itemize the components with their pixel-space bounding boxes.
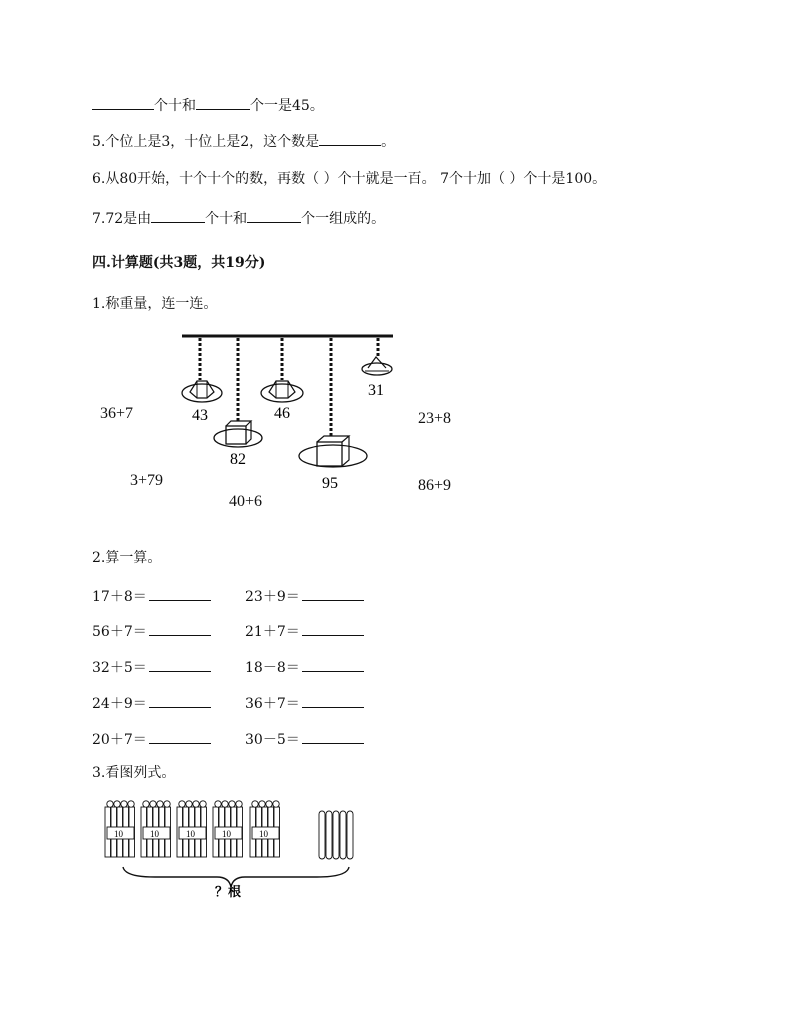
stick-top	[229, 801, 235, 807]
bundle-of-ten	[105, 801, 135, 857]
q7-text-2: 个十和	[205, 211, 248, 227]
loose-stick	[333, 811, 339, 859]
calc-item: 18－8＝	[245, 657, 364, 677]
weight-82	[214, 421, 262, 447]
q5-text: 5.个位上是3，十位上是2，这个数是	[92, 134, 320, 150]
stick-top	[121, 801, 127, 807]
calc-item: 32＋5＝	[92, 657, 211, 677]
stick-top	[222, 801, 228, 807]
weight-label: 43	[192, 407, 208, 424]
weight-31	[362, 357, 392, 375]
calc-item: 24＋9＝	[92, 693, 211, 713]
calc-item: 30－5＝	[245, 729, 364, 749]
bundle-label: 10	[150, 829, 159, 839]
answer-blank[interactable]	[302, 729, 364, 744]
answer-blank[interactable]	[302, 621, 364, 636]
calc-item: 56＋7＝	[92, 621, 211, 641]
calc-item: 36＋7＝	[245, 693, 364, 713]
q4-text-1: 个十和	[154, 98, 196, 114]
answer-blank[interactable]	[149, 693, 211, 708]
bundle-label: 10	[259, 829, 268, 839]
stick-top	[273, 801, 279, 807]
loose-sticks	[319, 811, 353, 859]
answer-blank[interactable]	[302, 586, 364, 601]
bundle-of-ten	[177, 801, 207, 857]
stick-top	[164, 801, 170, 807]
weight-label: 95	[322, 475, 338, 492]
weight-label: 46	[274, 405, 290, 422]
calc-item: 21＋7＝	[245, 621, 364, 641]
bundle-of-ten	[141, 801, 171, 857]
weight-95	[299, 436, 367, 467]
expression-right: 23+8	[418, 410, 452, 427]
stick-top	[114, 801, 120, 807]
stick-top	[128, 801, 134, 807]
loose-stick	[340, 811, 346, 859]
calc-item: 17＋8＝	[92, 586, 211, 606]
bundle-label: 10	[222, 829, 231, 839]
bundle-label: 10	[186, 829, 195, 839]
answer-blank[interactable]	[149, 586, 211, 601]
q2-title: 2.算一算。	[92, 550, 162, 566]
answer-blank[interactable]	[149, 657, 211, 672]
stick-top	[193, 801, 199, 807]
weight-46	[261, 381, 303, 402]
answer-blank[interactable]	[302, 693, 364, 708]
expression-left: 40+6	[229, 493, 263, 510]
bundle-label: 10	[114, 829, 123, 839]
weight-label: 31	[368, 382, 384, 399]
stick-top	[252, 801, 258, 807]
bundle-of-ten	[213, 801, 243, 857]
stick-top	[179, 801, 185, 807]
q7-text-1: 7.72是由	[92, 211, 152, 227]
section-heading: 四.计算题(共3题，共19分)	[92, 255, 266, 271]
stick-top	[143, 801, 149, 807]
stick-top	[157, 801, 163, 807]
q1-title: 1.称重量，连一连。	[92, 296, 218, 312]
expression-left: 3+79	[130, 472, 164, 489]
expression-right: 86+9	[418, 477, 452, 494]
brace-label: ？根	[215, 884, 242, 899]
weight-label: 82	[230, 451, 246, 468]
calc-item: 23＋9＝	[245, 586, 364, 606]
q3-title: 3.看图列式。	[92, 765, 176, 781]
q4-text-2: 个一是45。	[250, 98, 324, 114]
calc-item: 20＋7＝	[92, 729, 211, 749]
stick-top	[215, 801, 221, 807]
answer-blank[interactable]	[149, 729, 211, 744]
loose-stick	[347, 811, 353, 859]
answer-blank[interactable]	[302, 657, 364, 672]
stick-top	[266, 801, 272, 807]
answer-blank[interactable]	[149, 621, 211, 636]
q5-end: 。	[381, 134, 396, 150]
stick-bundles-picture	[95, 795, 385, 905]
stick-top	[150, 801, 156, 807]
stick-top	[200, 801, 206, 807]
stick-top	[186, 801, 192, 807]
expression-left: 36+7	[100, 405, 134, 422]
stick-top	[259, 801, 265, 807]
q7-text-3: 个一组成的。	[301, 211, 386, 227]
loose-stick	[319, 811, 325, 859]
q6-text: 6.从80开始，十个十个的数，再数（ ）个十就是一百。 7个十加（ ）个十是100。	[92, 171, 607, 187]
stick-top	[107, 801, 113, 807]
loose-stick	[326, 811, 332, 859]
bundle-of-ten	[250, 801, 280, 857]
weight-43	[182, 381, 222, 402]
stick-top	[236, 801, 242, 807]
